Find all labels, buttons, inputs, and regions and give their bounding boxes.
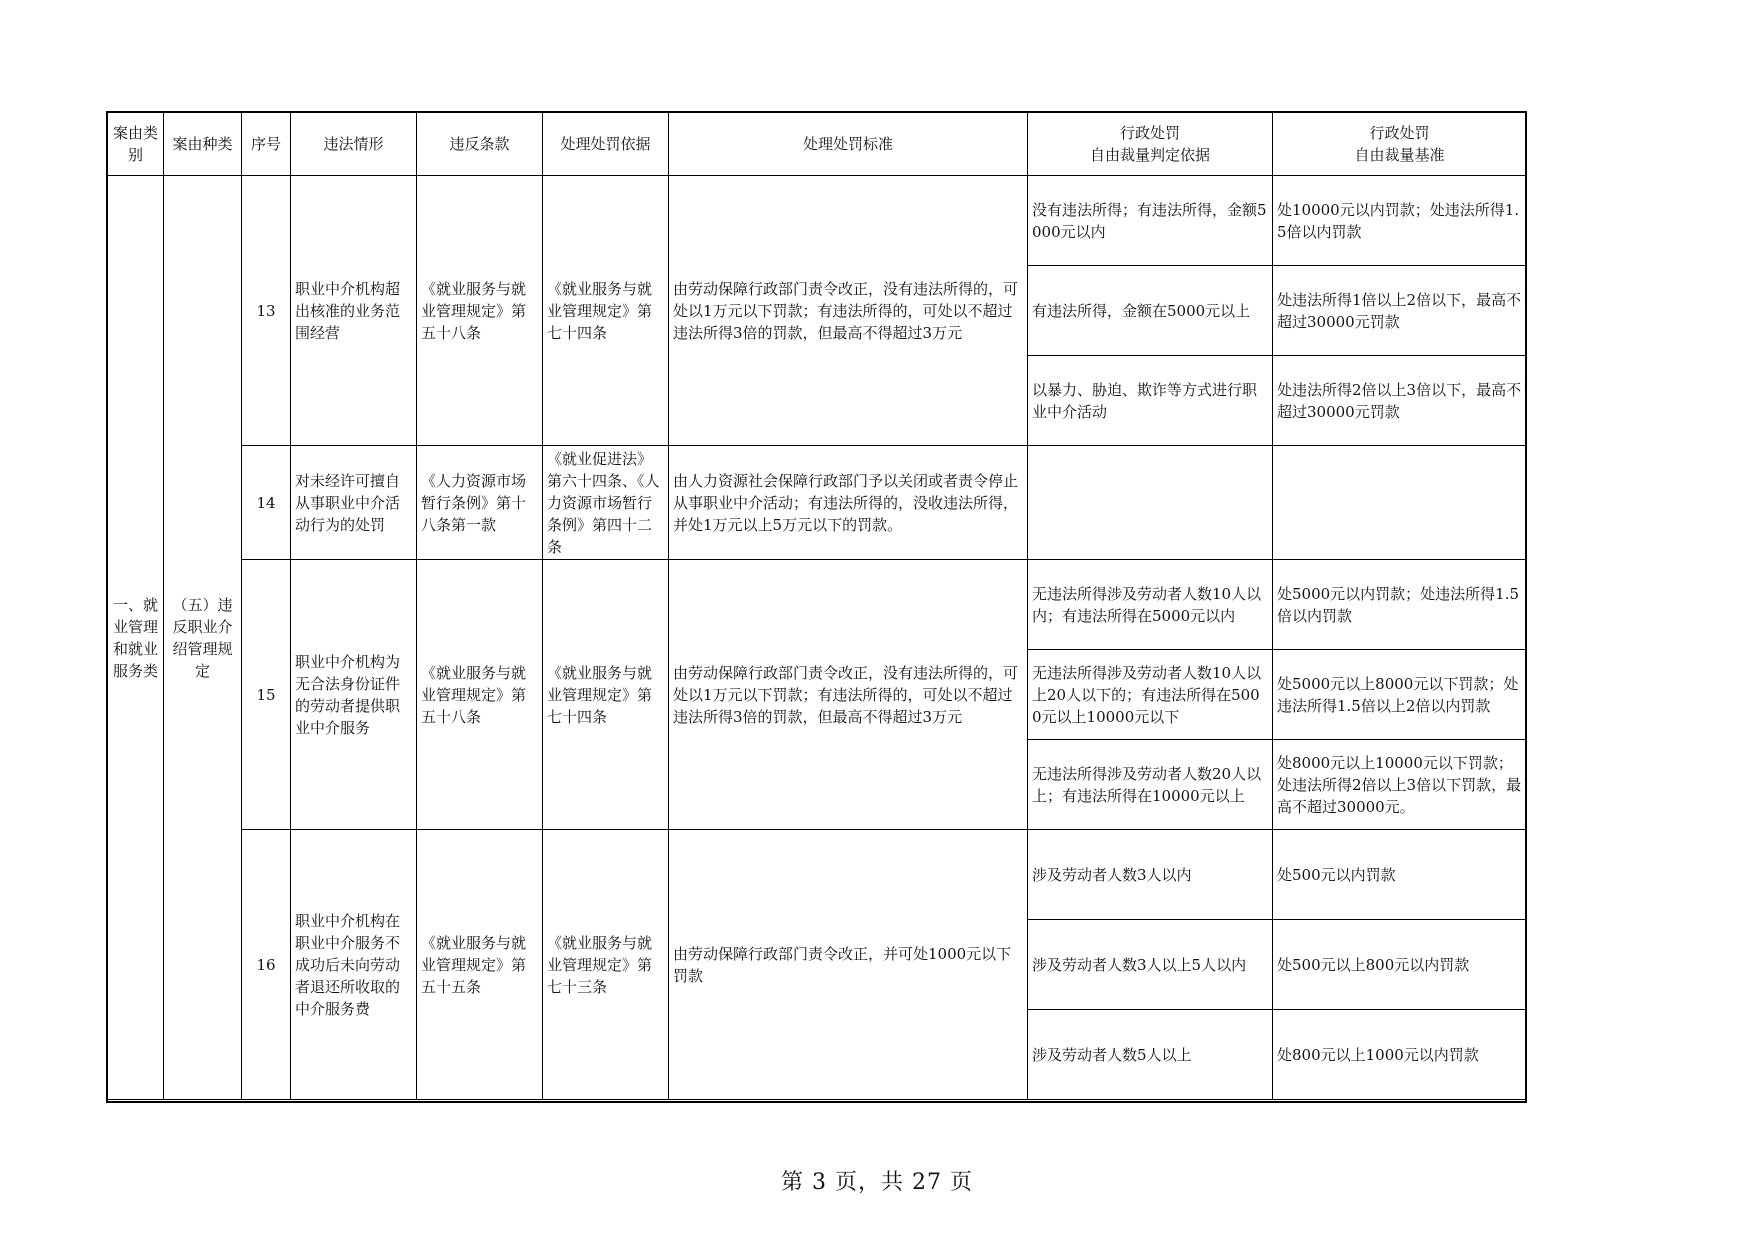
header-discretion-standard: 行政处罚 自由裁量基准 <box>1273 113 1527 176</box>
discretion-standard-cell: 处8000元以上10000元以下罚款；处违法所得2倍以上3倍以下罚款，最高不超过30000元。 <box>1273 740 1527 830</box>
discretion-standard-cell: 处5000元以内罚款；处违法所得1.5倍以内罚款 <box>1273 560 1527 650</box>
table-border-left <box>106 111 108 1103</box>
table-row <box>108 830 1527 920</box>
situation-cell: 职业中介机构在职业中介服务不成功后未向劳动者退还所收取的中介服务费 <box>291 830 417 1100</box>
discretion-standard-cell: 处800元以上1000元以内罚款 <box>1273 1010 1527 1100</box>
seq-cell: 16 <box>242 830 291 1100</box>
header-clause: 违反条款 <box>417 113 543 176</box>
penalty-discretion-table <box>107 112 1527 1100</box>
discretion-basis-cell: 无违法所得涉及劳动者人数20人以上；有违法所得在10000元以上 <box>1028 740 1273 830</box>
discretion-basis-cell: 没有违法所得；有违法所得，金额5000元以内 <box>1028 176 1273 266</box>
standard-cell: 由劳动保障行政部门责令改正，没有违法所得的，可处以1万元以下罚款；有违法所得的，可处以不超过违法所得3倍的罚款，但最高不得超过3万元 <box>669 176 1028 446</box>
discretion-basis-cell: 有违法所得，金额在5000元以上 <box>1028 266 1273 356</box>
clause-cell: 《就业服务与就业管理规定》第五十五条 <box>417 830 543 1100</box>
table-row <box>108 560 1527 650</box>
seq-cell: 15 <box>242 560 291 830</box>
basis-cell: 《就业服务与就业管理规定》第七十三条 <box>543 830 669 1100</box>
clause-cell: 《就业服务与就业管理规定》第五十八条 <box>417 560 543 830</box>
basis-cell: 《就业服务与就业管理规定》第七十四条 <box>543 176 669 446</box>
table-row <box>108 446 1527 560</box>
discretion-standard-cell <box>1273 446 1527 560</box>
table-border-bottom <box>106 1101 1527 1103</box>
header-discretion-basis: 行政处罚 自由裁量判定依据 <box>1028 113 1273 176</box>
clause-cell: 《人力资源市场暂行条例》第十八条第一款 <box>417 446 543 560</box>
discretion-basis-cell: 涉及劳动者人数3人以上5人以内 <box>1028 920 1273 1010</box>
table-row <box>108 176 1527 266</box>
header-standard: 处理处罚标准 <box>669 113 1028 176</box>
discretion-basis-cell <box>1028 446 1273 560</box>
discretion-standard-cell: 处违法所得1倍以上2倍以下，最高不超过30000元罚款 <box>1273 266 1527 356</box>
header-basis: 处理处罚依据 <box>543 113 669 176</box>
case-category-cell: 一、就业管理和就业服务类 <box>108 176 164 1100</box>
discretion-standard-cell: 处10000元以内罚款；处违法所得1.5倍以内罚款 <box>1273 176 1527 266</box>
table-border-right <box>1525 111 1527 1103</box>
header-type: 案由种类 <box>164 113 242 176</box>
discretion-basis-cell: 无违法所得涉及劳动者人数10人以内；有违法所得在5000元以内 <box>1028 560 1273 650</box>
situation-cell: 对未经许可擅自从事职业中介活动行为的处罚 <box>291 446 417 560</box>
basis-cell: 《就业促进法》第六十四条、《人力资源市场暂行条例》第四十二条 <box>543 446 669 560</box>
discretion-basis-cell: 涉及劳动者人数3人以内 <box>1028 830 1273 920</box>
standard-cell: 由劳动保障行政部门责令改正，没有违法所得的，可处以1万元以下罚款；有违法所得的，可处以不超过违法所得3倍的罚款，但最高不得超过3万元 <box>669 560 1028 830</box>
discretion-standard-cell: 处500元以上800元以内罚款 <box>1273 920 1527 1010</box>
header-seq: 序号 <box>242 113 291 176</box>
table-border-top <box>106 111 1527 113</box>
discretion-standard-cell: 处5000元以上8000元以下罚款；处违法所得1.5倍以上2倍以内罚款 <box>1273 650 1527 740</box>
discretion-basis-cell: 无违法所得涉及劳动者人数10人以上20人以下的；有违法所得在5000元以上10000元以下 <box>1028 650 1273 740</box>
header-row <box>108 113 1527 176</box>
standard-cell: 由人力资源社会保障行政部门予以关闭或者责令停止从事职业中介活动；有违法所得的，没收违法所得，并处1万元以上5万元以下的罚款。 <box>669 446 1028 560</box>
discretion-standard-cell: 处违法所得2倍以上3倍以下，最高不超过30000元罚款 <box>1273 356 1527 446</box>
standard-cell: 由劳动保障行政部门责令改正，并可处1000元以下罚款 <box>669 830 1028 1100</box>
seq-cell: 14 <box>242 446 291 560</box>
discretion-basis-cell: 涉及劳动者人数5人以上 <box>1028 1010 1273 1100</box>
basis-cell: 《就业服务与就业管理规定》第七十四条 <box>543 560 669 830</box>
situation-cell: 职业中介机构超出核准的业务范围经营 <box>291 176 417 446</box>
situation-cell: 职业中介机构为无合法身份证件的劳动者提供职业中介服务 <box>291 560 417 830</box>
clause-cell: 《就业服务与就业管理规定》第五十八条 <box>417 176 543 446</box>
discretion-standard-cell: 处500元以内罚款 <box>1273 830 1527 920</box>
header-category: 案由类别 <box>108 113 164 176</box>
header-situation: 违法情形 <box>291 113 417 176</box>
discretion-basis-cell: 以暴力、胁迫、欺诈等方式进行职业中介活动 <box>1028 356 1273 446</box>
seq-cell: 13 <box>242 176 291 446</box>
page-number: 第 3 页，共 27 页 <box>781 1170 973 1195</box>
case-type-cell: （五）违反职业介绍管理规定 <box>164 176 242 1100</box>
